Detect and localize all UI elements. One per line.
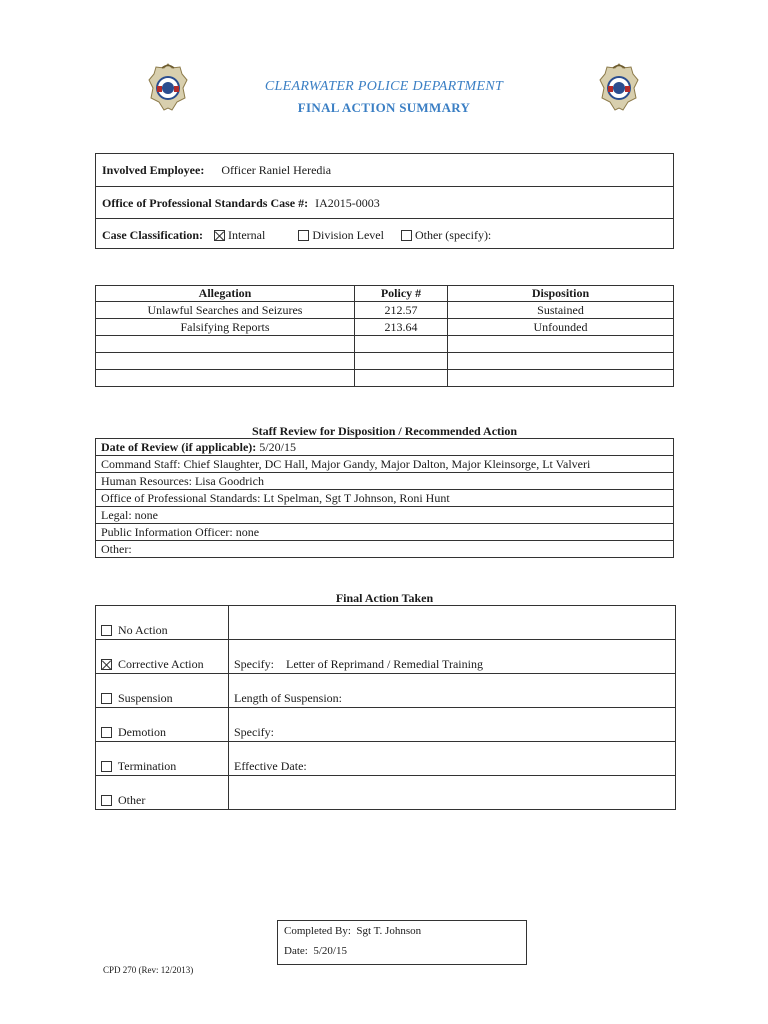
table-cell	[448, 336, 674, 353]
case-info-box	[95, 153, 674, 249]
table-cell	[448, 370, 674, 387]
table-row	[96, 319, 674, 336]
final-action-table	[95, 605, 676, 810]
checkbox-checked-icon[interactable]	[101, 659, 112, 670]
case-number-row	[96, 186, 673, 218]
table-row	[96, 742, 676, 776]
option-division-level-label: Division Level	[312, 228, 384, 242]
pio-cell: Public Information Officer: none	[96, 524, 674, 541]
checkbox-icon[interactable]	[101, 795, 112, 806]
action-detail: Specify:	[229, 708, 676, 742]
checkbox-icon[interactable]	[401, 230, 412, 241]
option-internal-label: Internal	[228, 228, 266, 242]
completed-by-label: Completed By:	[284, 925, 351, 937]
table-cell	[355, 370, 448, 387]
checkbox-icon[interactable]	[101, 761, 112, 772]
checkbox-icon[interactable]	[101, 727, 112, 738]
allegations-table	[95, 285, 674, 387]
action-detail	[229, 606, 676, 640]
staff-review-title: Staff Review for Disposition / Recommended Action	[251, 424, 518, 438]
review-date-cell	[96, 439, 674, 456]
action-suspension[interactable]	[96, 674, 229, 708]
table-cell	[96, 353, 355, 370]
table-cell: Unlawful Searches and Seizures	[96, 302, 355, 319]
command-staff-cell: Command Staff: Chief Slaughter, DC Hall, Major Gandy, Major Dalton, Major Kleinsorge, Lt Valveri	[96, 456, 674, 473]
table-row	[96, 776, 676, 810]
action-detail: Length of Suspension:	[229, 674, 676, 708]
table-row	[96, 353, 674, 370]
employee-value: Officer Raniel Heredia	[221, 163, 332, 177]
table-row	[96, 439, 674, 456]
table-row	[96, 674, 676, 708]
column-header: Policy #	[355, 286, 448, 302]
table-cell	[448, 353, 674, 370]
option-division-level[interactable]	[298, 228, 384, 242]
checkbox-icon[interactable]	[101, 693, 112, 704]
action-detail	[229, 776, 676, 810]
table-cell: 212.57	[355, 302, 448, 319]
table-row	[96, 507, 674, 524]
table-row	[96, 336, 674, 353]
action-label: No Action	[118, 623, 168, 637]
case-number-value: IA2015-0003	[315, 196, 380, 210]
table-cell: Sustained	[448, 302, 674, 319]
completed-box	[277, 920, 527, 965]
completed-date-line	[284, 943, 520, 963]
human-resources-cell: Human Resources: Lisa Goodrich	[96, 473, 674, 490]
table-row	[96, 473, 674, 490]
department-title: CLEARWATER POLICE DEPARTMENT	[264, 79, 504, 94]
table-cell: Unfounded	[448, 319, 674, 336]
review-date-label: Date of Review (if applicable):	[101, 439, 257, 454]
final-action-title: Final Action Taken	[335, 591, 434, 605]
action-demotion[interactable]	[96, 708, 229, 742]
other-cell: Other:	[96, 541, 674, 558]
action-label: Termination	[117, 759, 177, 773]
employee-row	[96, 154, 673, 186]
table-cell	[355, 353, 448, 370]
classification-label: Case Classification:	[102, 228, 203, 242]
table-row	[96, 302, 674, 319]
checkbox-checked-icon[interactable]	[214, 230, 225, 241]
employee-label: Involved Employee:	[102, 163, 205, 177]
table-cell: Falsifying Reports	[96, 319, 355, 336]
table-row	[96, 524, 674, 541]
action-no-action[interactable]	[96, 606, 229, 640]
completed-date-value: 5/20/15	[313, 945, 347, 957]
action-other[interactable]	[96, 776, 229, 810]
action-detail: Specify: Letter of Reprimand / Remedial Training	[229, 640, 676, 674]
checkbox-icon[interactable]	[101, 625, 112, 636]
completed-date-label: Date:	[284, 945, 308, 957]
option-other[interactable]	[401, 228, 491, 242]
option-internal[interactable]	[214, 228, 265, 242]
action-label: Demotion	[118, 725, 166, 739]
legal-cell: Legal: none	[96, 507, 674, 524]
action-detail: Effective Date:	[229, 742, 676, 776]
table-row	[96, 456, 674, 473]
column-header: Disposition	[448, 286, 674, 302]
table-row	[96, 490, 674, 507]
action-label: Other	[118, 793, 146, 807]
action-label: Corrective Action	[118, 657, 204, 671]
professional-standards-cell: Office of Professional Standards: Lt Spelman, Sgt T Johnson, Roni Hunt	[96, 490, 674, 507]
action-termination[interactable]	[96, 742, 229, 776]
table-row	[96, 640, 676, 674]
action-corrective[interactable]	[96, 640, 229, 674]
completed-by-value: Sgt T. Johnson	[356, 925, 422, 937]
staff-review-table	[95, 438, 674, 558]
review-date-value: 5/20/15	[259, 439, 296, 454]
completed-by-line	[284, 923, 520, 943]
table-cell	[96, 370, 355, 387]
checkbox-icon[interactable]	[298, 230, 309, 241]
table-header-row	[96, 286, 674, 302]
table-row	[96, 370, 674, 387]
form-title: FINAL ACTION SUMMARY	[297, 100, 471, 115]
classification-row	[96, 218, 673, 250]
option-other-label: Other (specify):	[414, 228, 492, 242]
table-cell	[96, 336, 355, 353]
table-cell	[355, 336, 448, 353]
action-label: Suspension	[118, 691, 173, 705]
table-row	[96, 541, 674, 558]
table-row	[96, 606, 676, 640]
case-number-label: Office of Professional Standards Case #:	[102, 196, 309, 210]
form-id: CPD 270 (Rev: 12/2013)	[103, 965, 194, 975]
table-cell: 213.64	[355, 319, 448, 336]
table-row	[96, 708, 676, 742]
column-header: Allegation	[96, 286, 355, 302]
